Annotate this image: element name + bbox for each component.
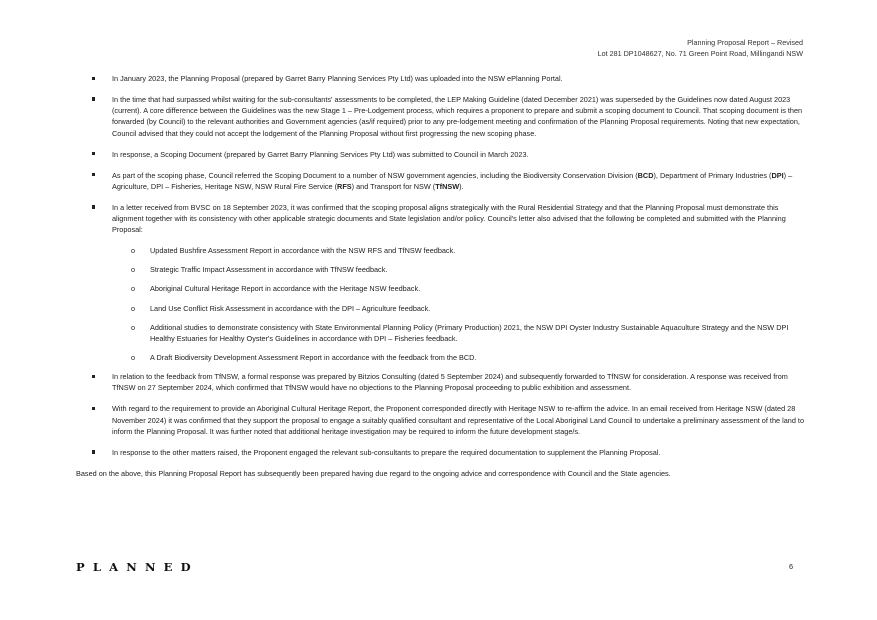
sub-item-text: Updated Bushfire Assessment Report in accordance with the NSW RFS and TfNSW feedback. bbox=[150, 246, 456, 256]
bullet-text: In the time that had surpassed whilst waiting for the sub-consultants' assessments to be completed, the LEP Making Guideline (dated December 2021) was superseded by the Guidelines now dated August 2023 (current). A core difference between the Guidelines was the new Stage 1 – Pre-Lodgement process, which requires a proponent to prepare and submit a scoping document to Council. That scoping document is then forwarded (by Council) to the relevant authorities and Government agencies (as/if required) prior to any pre-lodgement meeting and confirmation of the Planning Proposal requirements. Noting that new expectation, Council advised that they could not accept the lodgement of the Planning Proposal without first progressing the new scoping phase. bbox=[112, 94, 803, 138]
bullet-text: In response, a Scoping Document (prepared by Garret Barry Planning Services Pty Ltd) was submitted to Council in March 2023. bbox=[112, 149, 529, 159]
planned-logo: PLANNED bbox=[76, 560, 199, 574]
acronym-bcd: BCD bbox=[637, 170, 654, 180]
sub-bullet-marker: o bbox=[131, 284, 136, 294]
text-segment: ) – Agriculture, DPI – Fisheries, Heritage NSW, NSW Rural Fire Service ( bbox=[112, 170, 793, 191]
bullet-marker bbox=[92, 152, 95, 155]
document-body bbox=[76, 73, 804, 479]
sub-list-item bbox=[76, 264, 804, 275]
acronym-dpi: DPI bbox=[771, 170, 784, 180]
bullet-item bbox=[76, 202, 804, 236]
sub-list-item bbox=[76, 283, 804, 294]
sub-item-text: A Draft Biodiversity Development Assessment Report in accordance with the feedback from the BCD. bbox=[150, 353, 477, 362]
text-segment: ), Department of Primary Industries ( bbox=[653, 170, 772, 180]
bullet-marker bbox=[92, 205, 95, 208]
bullet-marker bbox=[92, 375, 95, 378]
bullet-item bbox=[76, 73, 804, 84]
bullet-text: In January 2023, the Planning Proposal (prepared by Garret Barry Planning Services Pty Ltd) was uploaded into the NSW ePlanning Portal. bbox=[112, 74, 563, 83]
conclusion-paragraph: Based on the above, this Planning Proposal Report has subsequently been prepared having due regard to the ongoing advice and correspondence with Council and the State agencies. bbox=[76, 468, 671, 478]
bullet-marker bbox=[92, 173, 95, 176]
page-number: 6 bbox=[788, 562, 793, 571]
sub-bullet-marker: o bbox=[131, 265, 136, 275]
sub-item-text: Land Use Conflict Risk Assessment in accordance with the DPI – Agriculture feedback. bbox=[150, 303, 431, 313]
sub-list-item bbox=[76, 352, 804, 363]
page-header bbox=[598, 37, 803, 59]
bullet-item-agencies bbox=[76, 170, 804, 193]
sub-bullet-marker: o bbox=[131, 303, 136, 313]
bullet-item bbox=[76, 447, 804, 458]
sub-bullet-marker: o bbox=[131, 246, 136, 256]
sub-list-item bbox=[76, 303, 804, 314]
bullet-marker bbox=[92, 450, 95, 453]
bullet-item bbox=[76, 94, 804, 139]
sub-list-item bbox=[76, 322, 804, 345]
bullet-item bbox=[76, 403, 804, 437]
acronym-tfnsw: TfNSW bbox=[435, 181, 460, 191]
bullet-text bbox=[112, 171, 792, 191]
acronym-rfs: RFS bbox=[337, 181, 352, 191]
text-segment: ). bbox=[459, 181, 464, 191]
sub-item-text: Strategic Traffic Impact Assessment in accordance with TfNSW feedback. bbox=[150, 265, 388, 275]
bullet-text: In response to the other matters raised, the Proponent engaged the relevant sub-consultants to prepare the required documentation to supplement the Planning Proposal. bbox=[112, 447, 661, 457]
bullet-item bbox=[76, 371, 804, 394]
sub-list-item bbox=[76, 245, 804, 256]
header-address: Lot 281 DP1048627, No. 71 Green Point Road, Millingandi NSW bbox=[597, 49, 803, 58]
sub-bullet-marker: o bbox=[131, 322, 136, 332]
bullet-text: In relation to the feedback from TfNSW, a formal response was prepared by Bitzios Consulting (dated 5 September 2024) and subsequently forwarded to TfNSW for consideration. A response was received from TfNSW on 27 September 2024, which confirmed that TfNSW would have no objections to the Planning Proposal proceeding to public exhibition and assessment. bbox=[112, 372, 788, 393]
sub-bullet-marker: o bbox=[131, 353, 136, 362]
sub-item-text: Additional studies to demonstrate consistency with State Environmental Planning Policy (Primary Production) 2021, the NSW DPI Oyster Industry Sustainable Aquaculture Strategy and the NSW DPI Healthy Estuaries for Healthy Oyster's Guidelines in accordance with DPI – Fisheries feedback. bbox=[150, 322, 789, 343]
sub-item-text: Aboriginal Cultural Heritage Report in accordance with the Heritage NSW feedback. bbox=[150, 284, 421, 294]
bullet-marker bbox=[92, 407, 95, 410]
header-title: Planning Proposal Report – Revised bbox=[687, 38, 803, 47]
bullet-marker bbox=[92, 97, 95, 100]
text-segment: As part of the scoping phase, Council referred the Scoping Document to a number of NSW government agencies, including the Biodiversity Conservation Division ( bbox=[112, 170, 638, 180]
bullet-item bbox=[76, 149, 804, 160]
bullet-text: With regard to the requirement to provide an Aboriginal Cultural Heritage Report, the Proponent corresponded directly with Heritage NSW to re-affirm the advice. In an email received from Heritage NSW (dated 28 November 2024) it was confirmed that they support the proposal to engage a suitably qualified consultant and representative of the Local Aboriginal Land Council to undertake a preliminary assessment of the land to inform the Planning Proposal. It was further noted that additional heritage investigation may be required to inform the future development stage/s. bbox=[112, 404, 804, 436]
bullet-marker bbox=[92, 77, 95, 80]
text-segment: ) and Transport for NSW ( bbox=[351, 181, 436, 191]
bullet-text: In a letter received from BVSC on 18 September 2023, it was confirmed that the scoping proposal aligns strategically with the Rural Residential Strategy and that the Planning Proposal must demonstrate this alignment together with its consistency with other applicable strategic documents and State legislation and/or policy. Council's letter also advised that the following be completed and submitted with the Planning Proposal: bbox=[112, 202, 786, 235]
